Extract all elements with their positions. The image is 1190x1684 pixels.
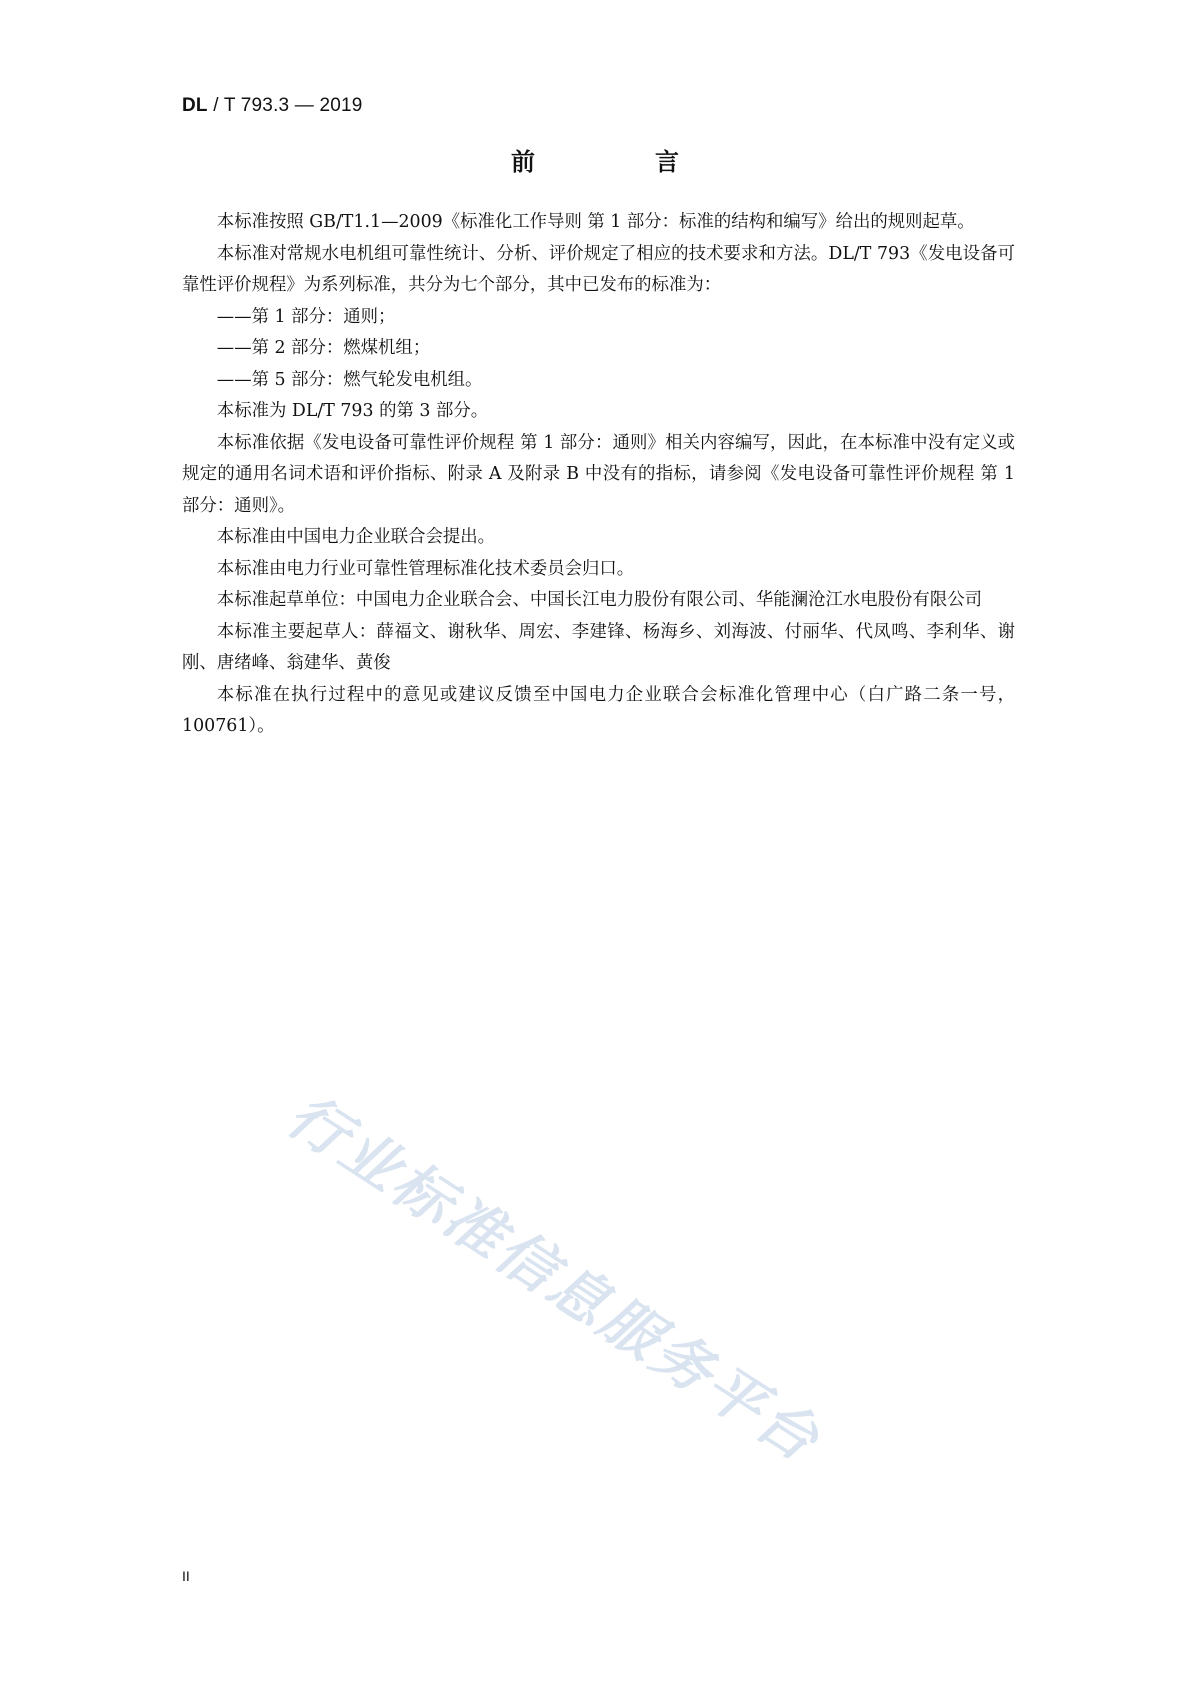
page-title-left-char: 前 (511, 147, 535, 176)
list-item-part-2: ——第 2 部分：燃煤机组； (216, 338, 431, 358)
paragraph-feedback: 本标准在执行过程中的意见或建议反馈至中国电力企业联合会标准化管理中心（白广路二条一号，100761）。 (182, 684, 1015, 736)
paragraph-committee: 本标准由电力行业可靠性管理标准化技术委员会归口。 (216, 558, 635, 579)
foreword-body (182, 207, 1015, 743)
paragraph-drafting-rules: 本标准按照 GB/T1.1—2009《标准化工作导则 第 1 部分：标准的结构和编写》给出的规则起草。 (216, 212, 975, 232)
page-number: II (182, 1568, 190, 1584)
watermark: 行业标准信息服务平台 (275, 1080, 833, 1476)
paragraph-proposer: 本标准由中国电力企业联合会提出。 (216, 527, 496, 547)
document-code-rest: / T 793.3 — 2019 (207, 95, 363, 116)
page-title-right-char: 言 (655, 147, 679, 176)
list-item-part-1: ——第 1 部分：通则； (216, 306, 396, 327)
document-code (182, 95, 363, 117)
page-title (0, 142, 1190, 177)
paragraph-part-number: 本标准为 DL/T 793 的第 3 部分。 (216, 401, 489, 421)
list-item-part-5: ——第 5 部分：燃气轮发电机组。 (216, 369, 483, 390)
paragraph-scope: 本标准对常规水电机组可靠性统计、分析、评价规定了相应的技术要求和方法。DL/T 793《发电设备可靠性评价规程》为系列标准，共分为七个部分，其中已发布的标准为： (182, 243, 1015, 295)
paragraph-drafting-units: 本标准起草单位：中国电力企业联合会、中国长江电力股份有限公司、华能澜沧江水电股份有限公司 (216, 590, 982, 610)
document-code-prefix: DL (182, 95, 208, 116)
paragraph-drafters: 本标准主要起草人：薛福文、谢秋华、周宏、李建锋、杨海乡、刘海波、付丽华、代凤鸣、李利华、谢刚、唐绪峰、翁建华、黄俊 (182, 621, 1015, 673)
paragraph-reference: 本标准依据《发电设备可靠性评价规程 第 1 部分：通则》相关内容编写，因此，在本标准中没有定义或规定的通用名词术语和评价指标、附录 A 及附录 B 中没有的指标，请参阅《发电设备可靠性评价规程 第 1 部分：通则》。 (182, 432, 1015, 516)
